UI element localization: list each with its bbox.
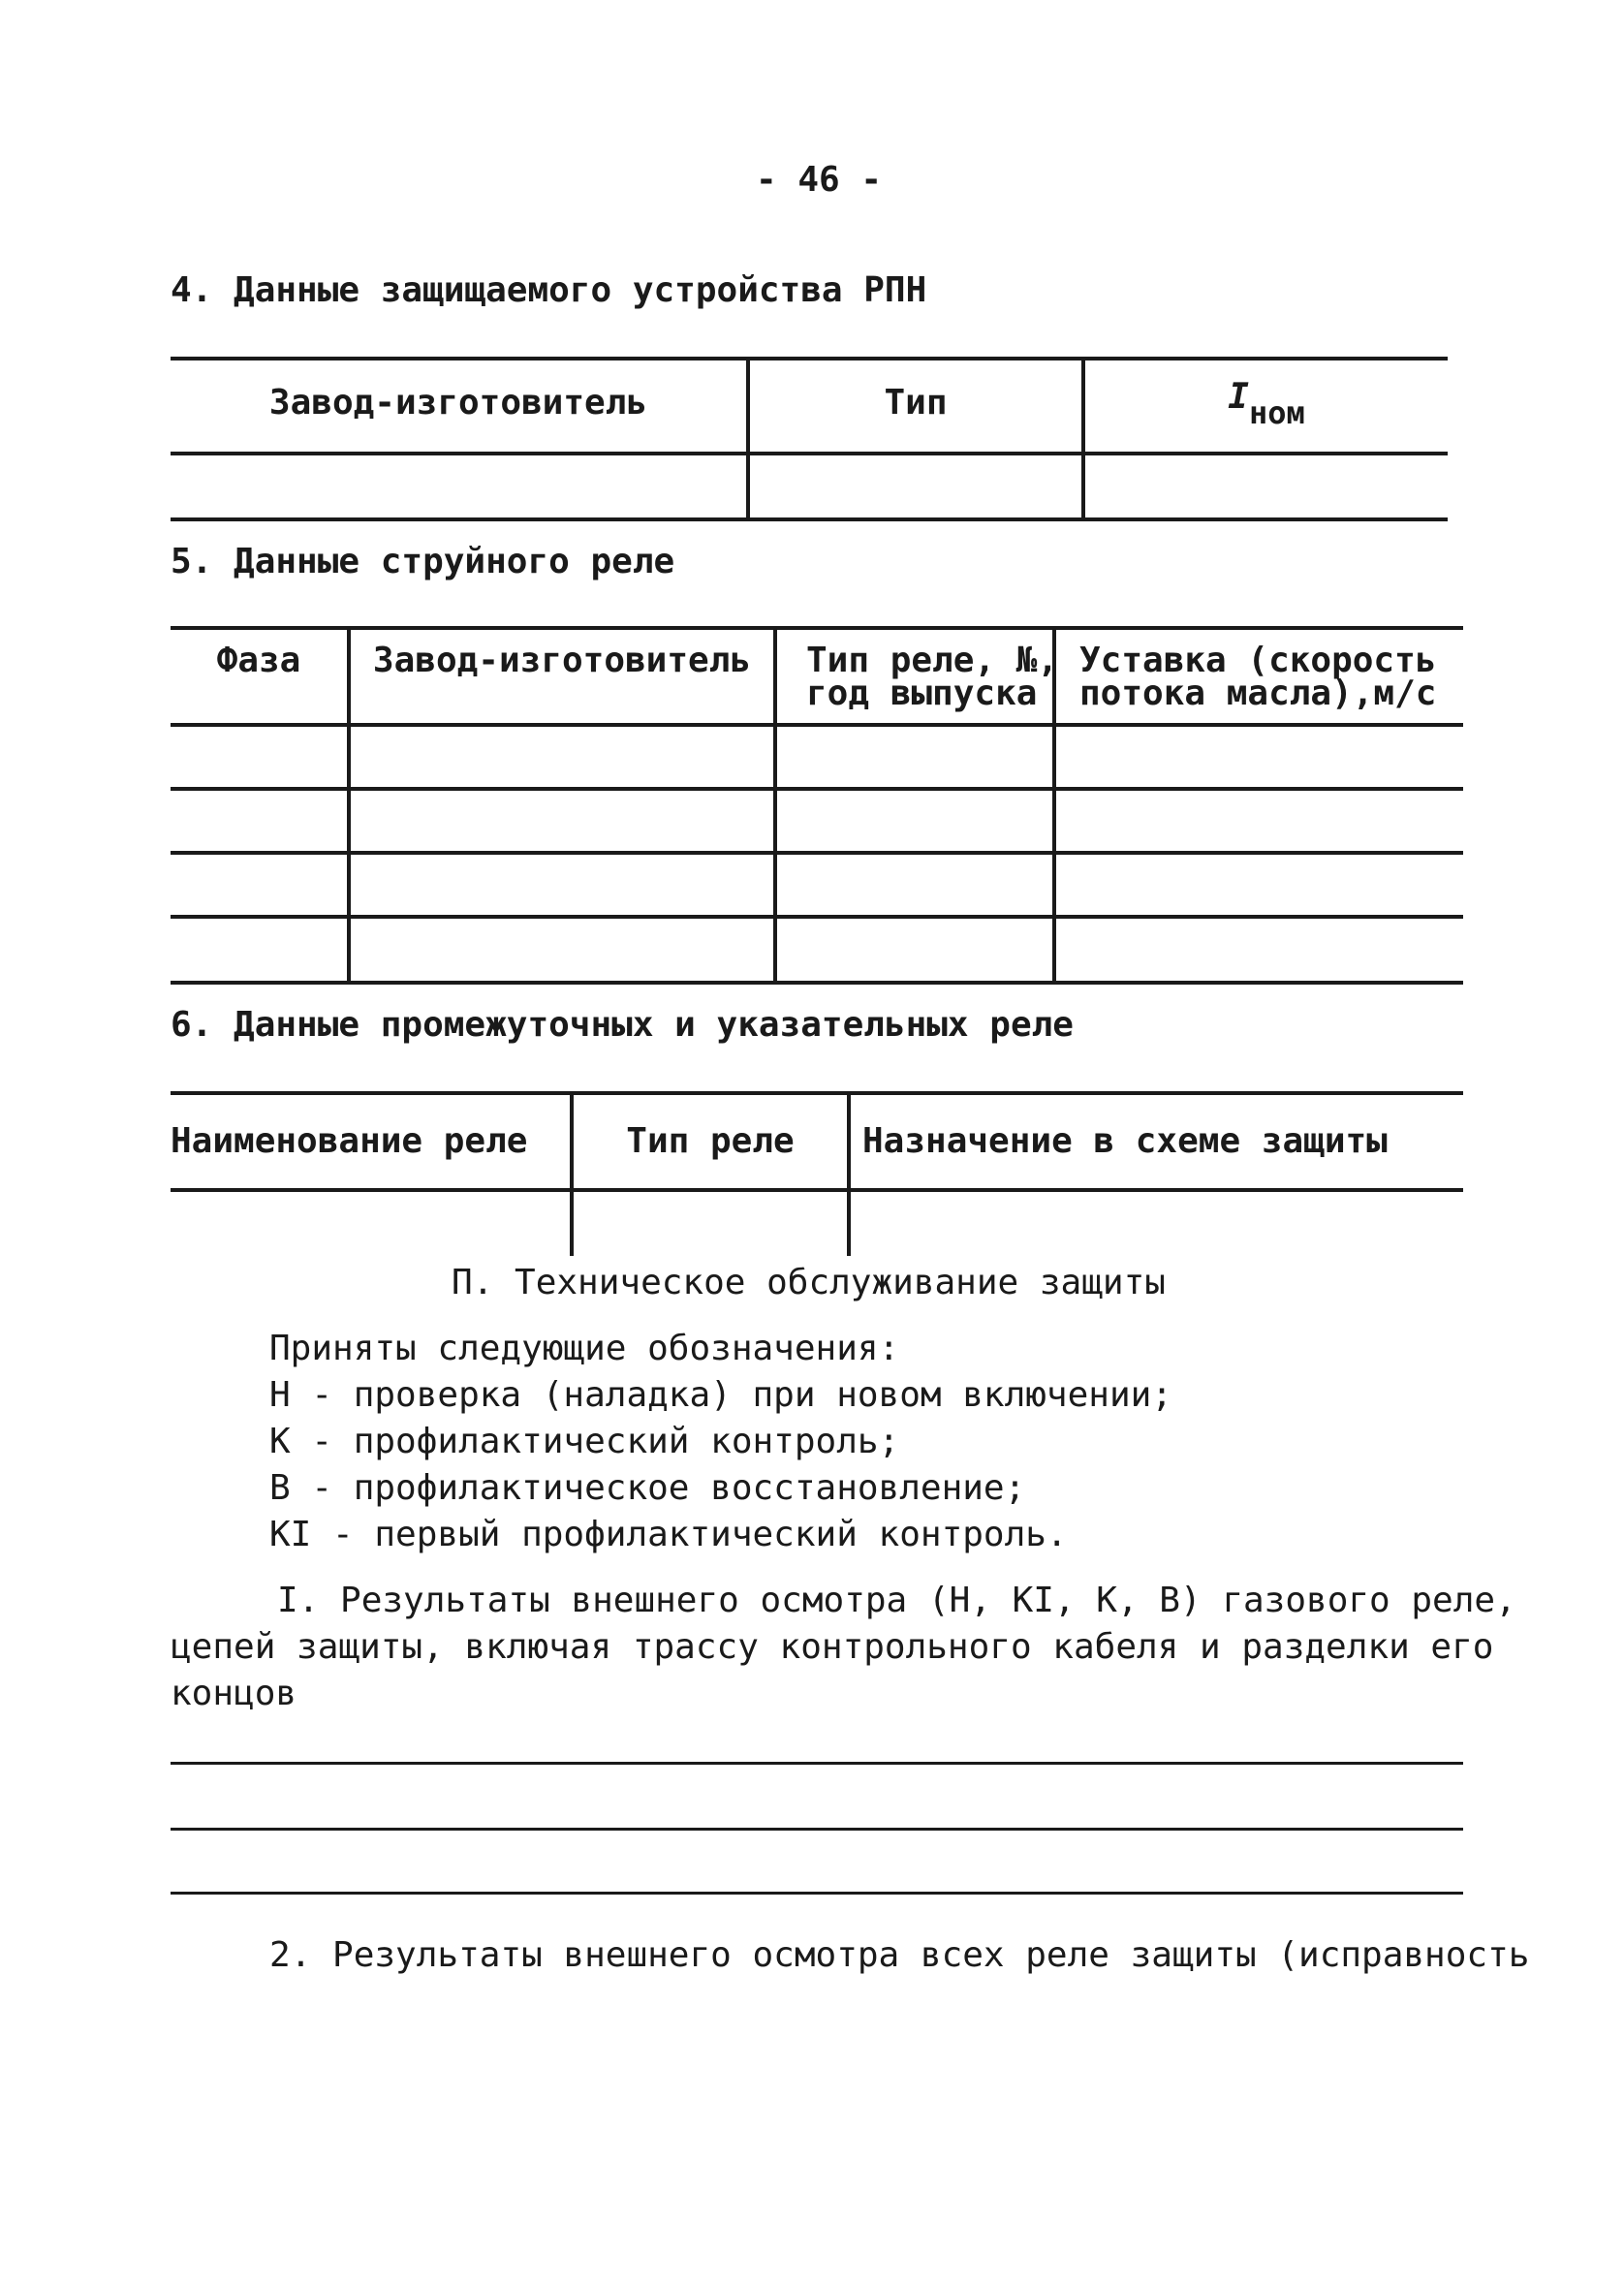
header-setpoint-line1: Уставка (скорость: [1079, 641, 1437, 680]
part-2-title: П. Техническое обслуживание защиты: [452, 1263, 1166, 1302]
table-rule: [171, 517, 1448, 521]
header-relay-type-line2: год выпуска: [806, 674, 1038, 713]
blank-line: [171, 1828, 1463, 1831]
legend-item: К - профилактический контроль;: [269, 1422, 900, 1461]
legend-item: Н - проверка (наладка) при новом включении;: [269, 1375, 1172, 1415]
blank-line: [171, 1892, 1463, 1895]
legend-intro: Приняты следующие обозначения:: [269, 1329, 900, 1368]
table-rule: [171, 452, 1448, 455]
header-relay-type-line1: Тип реле, №,: [806, 641, 1059, 680]
table-divider: [746, 357, 750, 521]
section-6-title: 6. Данные промежуточных и указательных реле: [171, 1005, 1074, 1045]
table-divider: [570, 1091, 574, 1256]
inom-subscript: ном: [1248, 394, 1305, 431]
header-relay-purpose: Назначение в схеме защиты: [862, 1121, 1388, 1161]
item-2-line: 2. Результаты внешнего осмотра всех реле защиты (исправность: [269, 1935, 1530, 1975]
page-number: - 46 -: [756, 160, 883, 200]
section-4-title: 4. Данные защищаемого устройства РПН: [171, 270, 927, 310]
table-divider: [773, 626, 777, 985]
section-5-title: 5. Данные струйного реле: [171, 542, 675, 581]
legend-item: В - профилактическое восстановление;: [269, 1468, 1026, 1508]
table-rule: [171, 787, 1463, 791]
table-rule: [171, 723, 1463, 727]
item-1-line: концов: [171, 1674, 297, 1713]
table-rule: [171, 1091, 1463, 1095]
item-1-line: I. Результаты внешнего осмотра (Н, КI, К, В) газового реле,: [277, 1581, 1516, 1620]
header-type: Тип: [884, 383, 948, 423]
header-relay-type: Тип реле: [626, 1121, 795, 1161]
table-divider: [847, 1091, 851, 1256]
table-rule: [171, 851, 1463, 855]
header-manufacturer: Завод-изготовитель: [268, 383, 648, 423]
table-rule: [171, 981, 1463, 985]
blank-line: [171, 1762, 1463, 1765]
header-phase: Фаза: [216, 641, 301, 680]
header-inom: [1085, 377, 1448, 431]
header-relay-name: Наименование реле: [171, 1121, 528, 1161]
header-setpoint-line2: потока масла),м/с: [1079, 674, 1437, 713]
item-1-line: цепей защиты, включая трассу контрольного кабеля и разделки его: [171, 1627, 1494, 1667]
table-rule: [171, 626, 1463, 630]
header-manufacturer: Завод-изготовитель: [372, 641, 752, 680]
table-rule: [171, 915, 1463, 919]
table-rule: [171, 1188, 1463, 1192]
inom-symbol: I: [1228, 377, 1249, 417]
table-rule: [171, 357, 1448, 360]
legend-item: КI - первый профилактический контроль.: [269, 1515, 1068, 1554]
